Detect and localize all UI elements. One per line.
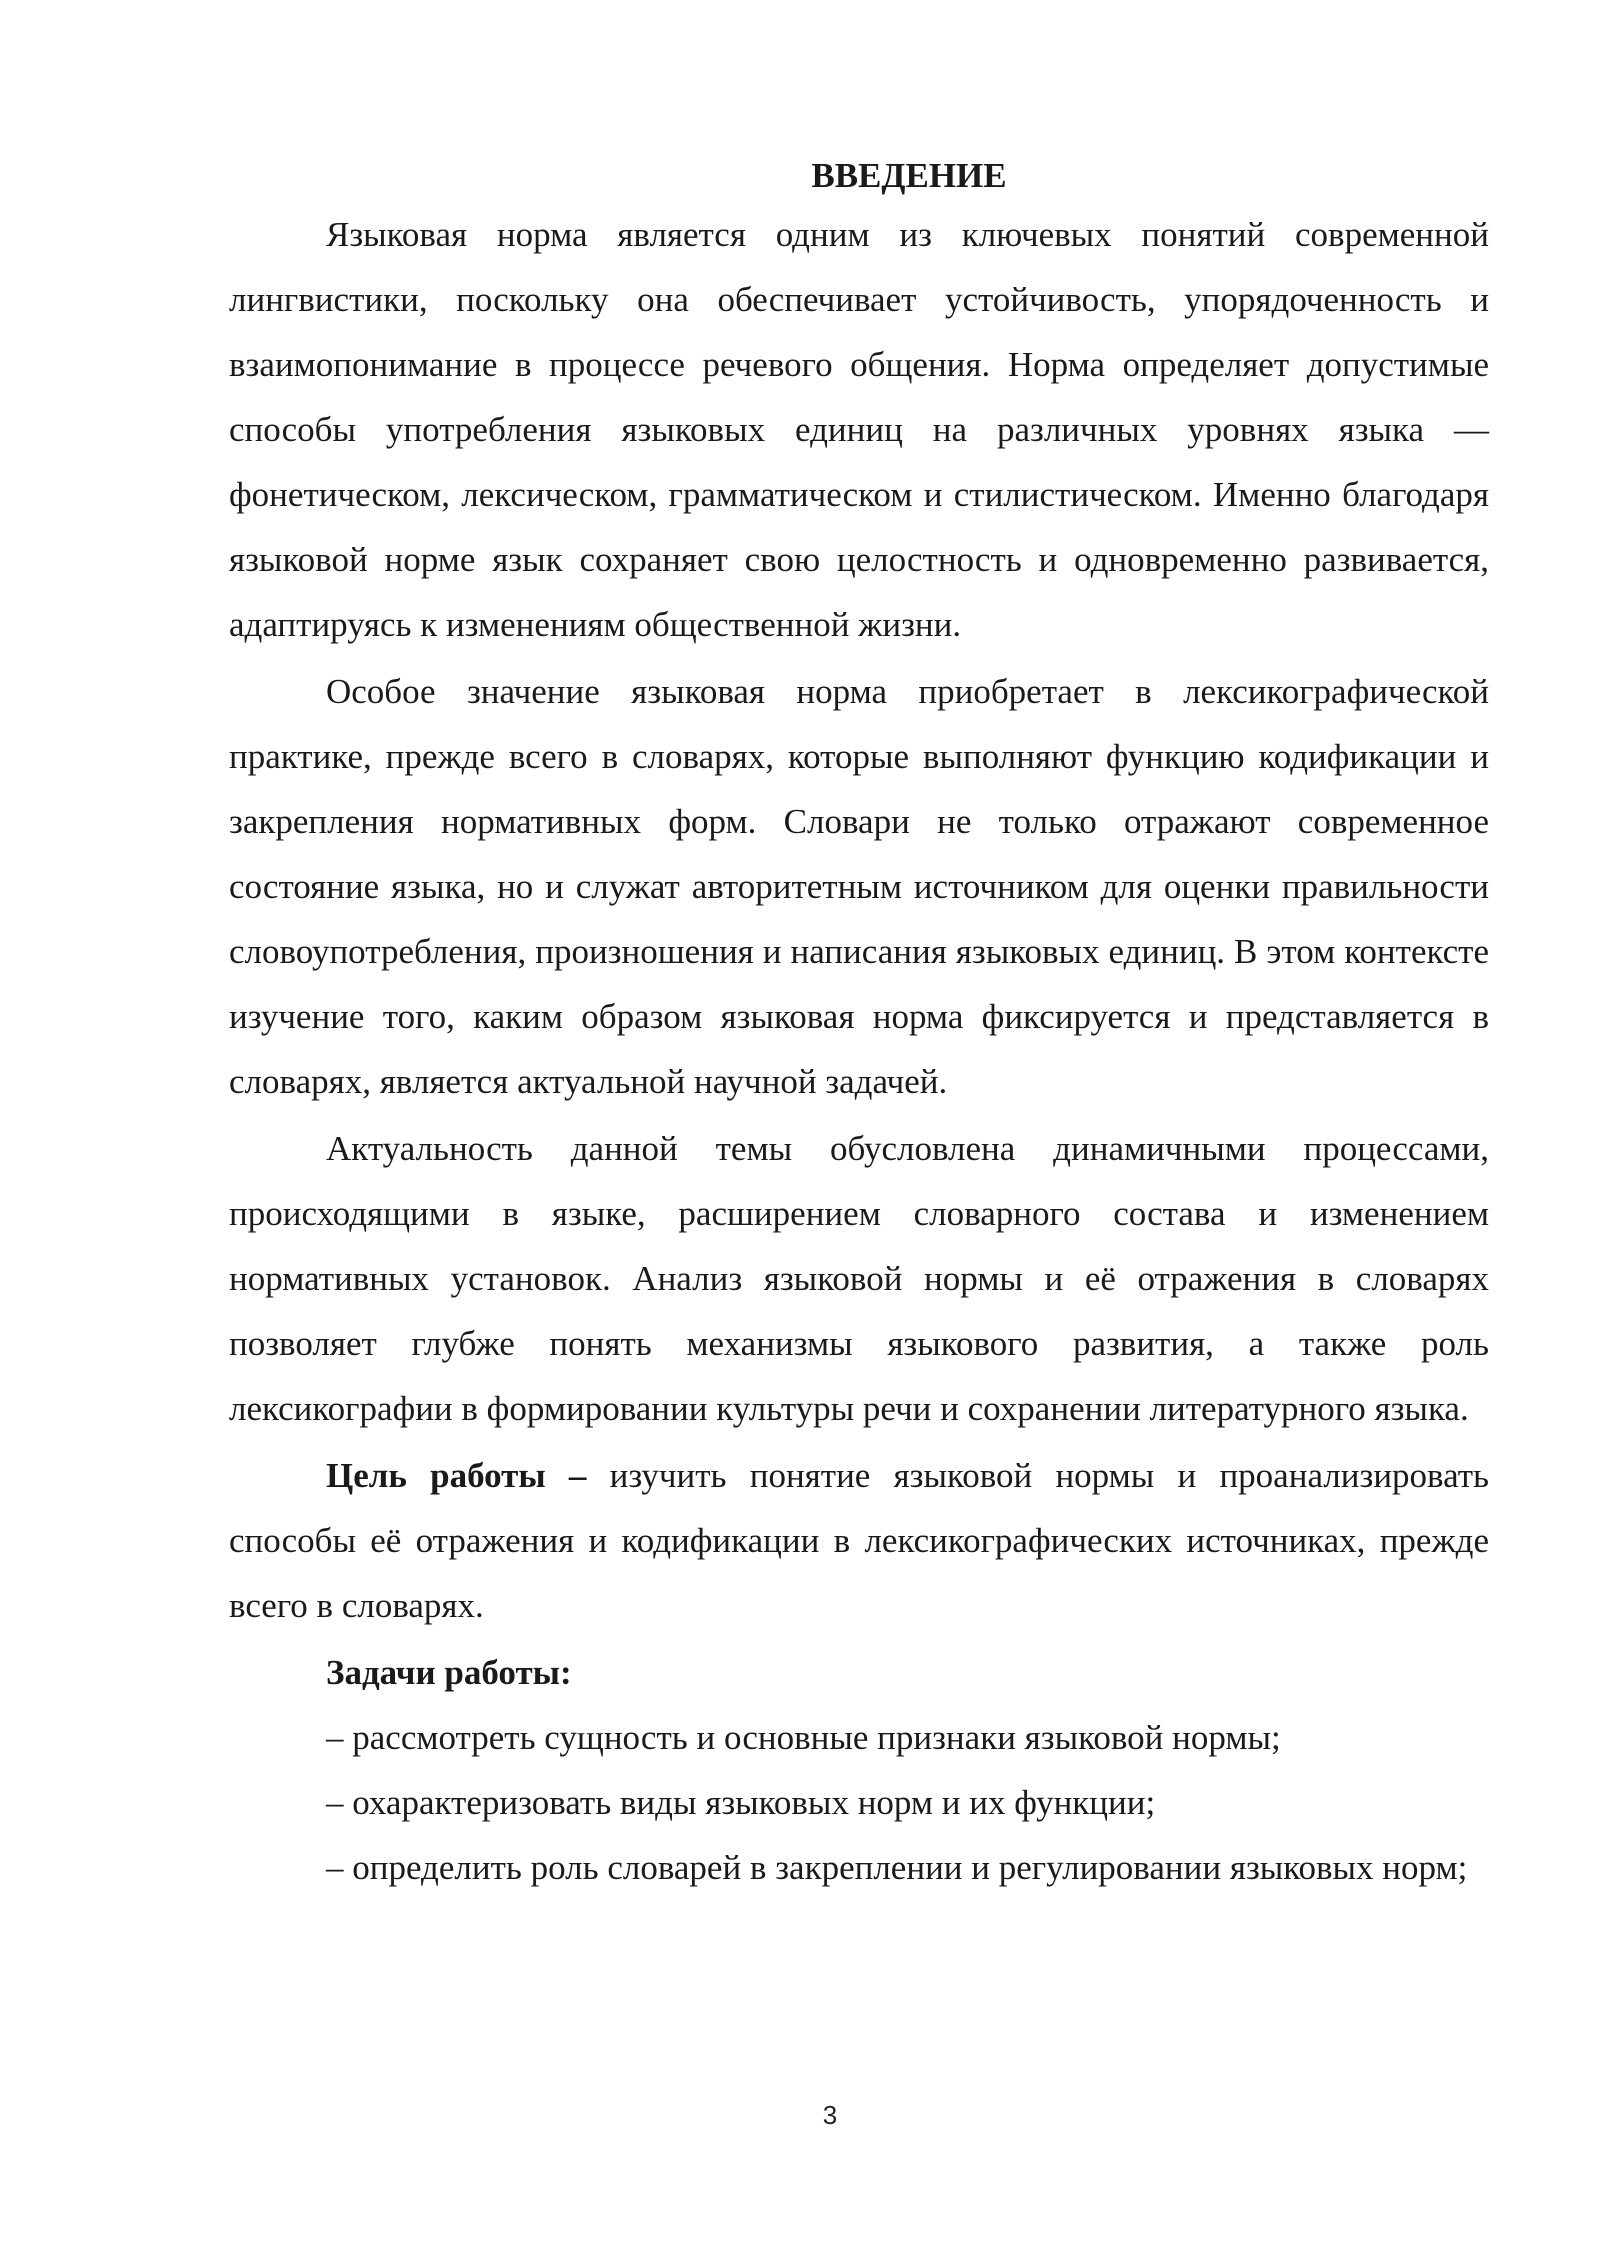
paragraph-relevance: Актуальность данной темы обусловлена динамичными процессами, происходящими в языке, расширением словарного состава и изменением нормативных установок. Анализ языковой нормы и её отражения в словарях позволяет глубже понять механизмы языкового развития, а также роль лексикографии в формировании культуры речи и сохранении литературного языка. (229, 1129, 1489, 1428)
document-body (229, 150, 1489, 1900)
goal-text: изучить понятие языковой нормы и проанализировать способы её отражения и кодификации в лексикографических источниках, прежде всего в словарях. (229, 1456, 1489, 1625)
task-item: – охарактеризовать виды языковых норм и их функции; (326, 1783, 1156, 1822)
paragraph-goal (229, 1443, 1489, 1638)
tasks-heading: Задачи работы: (326, 1653, 572, 1692)
paragraph-intro: Языковая норма является одним из ключевых понятий современной лингвистики, поскольку она обеспечивает устойчивость, упорядоченность и взаимопонимание в процессе речевого общения. Норма определяет допустимые способы употребления языковых единиц на различных уровнях языка — фонетическом, лексическом, грамматическом и стилистическом. Именно благодаря языковой норме язык сохраняет свою целостность и одновременно развивается, адаптируясь к изменениям общественной жизни. (229, 215, 1489, 644)
section-title: ВВЕДЕНИЕ (811, 156, 1007, 195)
task-item: – рассмотреть сущность и основные признаки языковой нормы; (326, 1718, 1281, 1757)
task-item: – определить роль словарей в закреплении и регулировании языковых норм; (326, 1848, 1468, 1887)
goal-label: Цель работы – (326, 1456, 587, 1495)
paragraph-lexicography: Особое значение языковая норма приобретает в лексикографической практике, прежде всего в словарях, которые выполняют функцию кодификации и закрепления нормативных форм. Словари не только отражают современное состояние языка, но и служат авторитетным источником для оценки правильности словоупотребления, произношения и написания языковых единиц. В этом контексте изучение того, каким образом языковая норма фиксируется и представляется в словарях, является актуальной научной задачей. (229, 672, 1489, 1101)
page-number: 3 (822, 2100, 838, 2130)
